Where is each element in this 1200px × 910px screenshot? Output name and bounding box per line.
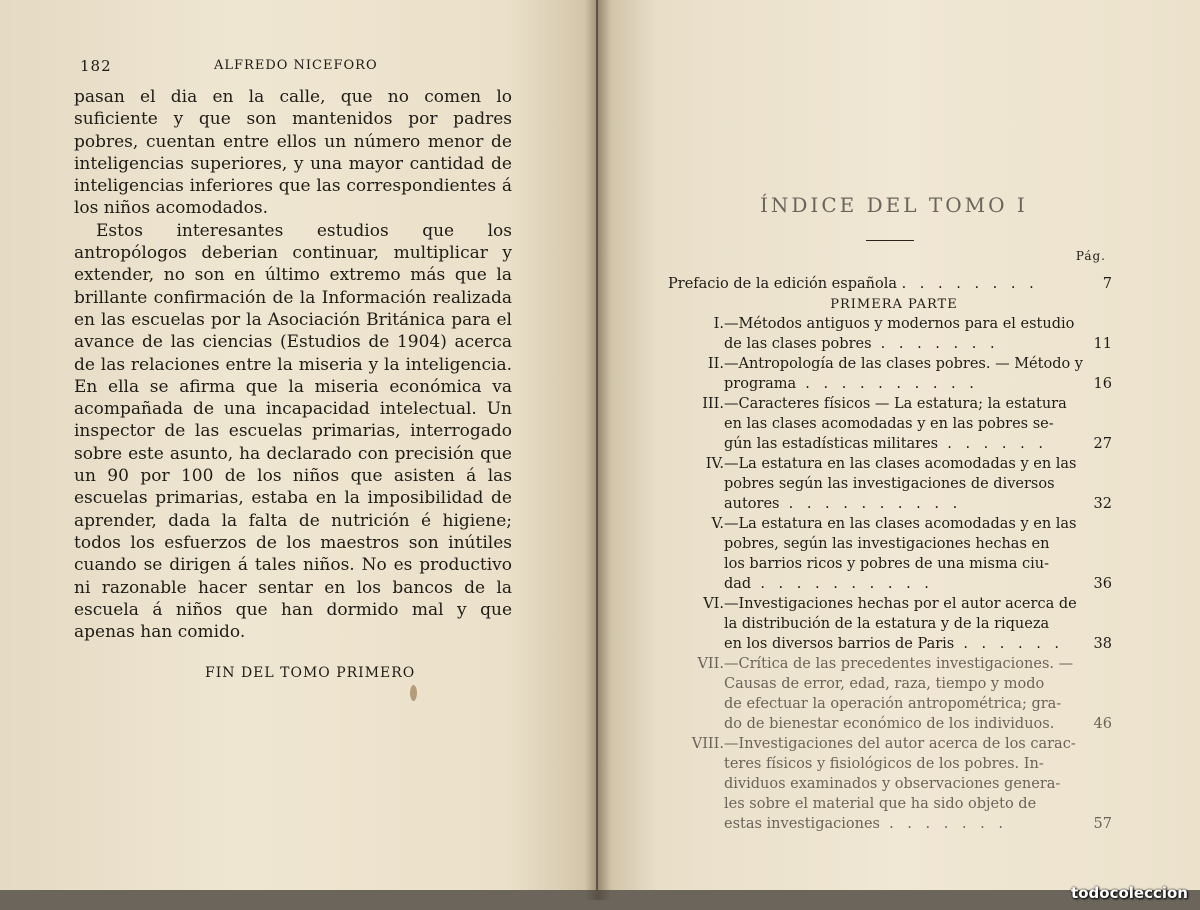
toc-text: les sobre el material que ha sido objeto de xyxy=(724,796,1037,812)
toc-text: —Métodos antiguos y modernos para el estudio xyxy=(724,316,1075,332)
toc-entry xyxy=(668,654,1112,734)
leader-dots: . . . . . . xyxy=(954,636,1064,652)
body-text xyxy=(74,86,512,643)
toc-roman-numeral: VI. xyxy=(703,596,724,612)
toc-text: —Caracteres físicos — La estatura; la estatura xyxy=(724,396,1067,412)
toc-page-number: 38 xyxy=(1093,636,1112,652)
toc-text: pobres según las investigaciones de diversos xyxy=(724,476,1055,492)
toc-page-number: 57 xyxy=(1093,816,1112,832)
toc-line xyxy=(668,314,1112,334)
toc-line xyxy=(668,594,1112,614)
toc-text: —Investigaciones del autor acerca de los carac- xyxy=(724,736,1076,752)
toc-text: dividuos examinados y observaciones genera- xyxy=(724,776,1061,792)
toc-text: gún las estadísticas militares xyxy=(724,436,939,452)
toc-roman-numeral: V. xyxy=(711,516,724,532)
toc-line xyxy=(668,394,1112,414)
toc-page-number: 36 xyxy=(1093,576,1112,592)
toc-line xyxy=(668,774,1112,794)
toc-page-number: 32 xyxy=(1093,496,1112,512)
toc-roman-numeral: IV. xyxy=(705,456,724,472)
pag-label: Pág. xyxy=(1075,249,1106,263)
toc-text: la distribución de la estatura y de la riqueza xyxy=(724,616,1050,632)
toc-entries xyxy=(668,314,1112,834)
toc-text: dad xyxy=(724,576,752,592)
toc-text: —Investigaciones hechas por el autor acerca de xyxy=(724,596,1077,612)
toc-page-number: 16 xyxy=(1093,376,1112,392)
right-page xyxy=(598,0,1200,890)
toc-page-number: 7 xyxy=(1102,276,1112,292)
toc-entry xyxy=(668,594,1112,654)
table-of-contents xyxy=(668,274,1112,834)
toc-line xyxy=(668,634,1112,654)
toc-roman-numeral: I. xyxy=(713,316,724,332)
leader-dots: . . . . . . . xyxy=(879,816,1008,832)
toc-text: de efectuar la operación antropométrica; gra- xyxy=(724,696,1062,712)
toc-page-number: 46 xyxy=(1093,716,1112,732)
toc-text: programa xyxy=(724,376,797,392)
left-page-header xyxy=(80,57,520,79)
toc-line xyxy=(668,354,1112,374)
toc-text: los barrios ricos y pobres de una misma ciu- xyxy=(724,556,1049,572)
toc-line xyxy=(668,454,1112,474)
toc-text: —La estatura en las clases acomodadas y en las xyxy=(724,456,1077,472)
toc-text: —La estatura en las clases acomodadas y en las xyxy=(724,516,1077,532)
end-note: FIN DEL TOMO PRIMERO xyxy=(205,665,416,681)
leader-dots: . . . . . . . . xyxy=(901,276,1039,292)
toc-label: Prefacio de la edición española xyxy=(668,276,897,292)
toc-line xyxy=(668,474,1112,494)
toc-roman-numeral: VIII. xyxy=(691,736,724,752)
toc-line xyxy=(668,694,1112,714)
toc-roman-numeral: III. xyxy=(702,396,724,412)
toc-preface xyxy=(668,274,1112,294)
toc-page-number: 27 xyxy=(1093,436,1112,452)
leader-dots: . . . . . . . xyxy=(871,336,1000,352)
toc-text: de las clases pobres xyxy=(724,336,872,352)
toc-line xyxy=(668,574,1112,594)
toc-entry xyxy=(668,454,1112,514)
page-number: 182 xyxy=(80,57,112,75)
watermark: todocoleccion xyxy=(1071,884,1188,902)
toc-text: —Antropología de las clases pobres. — Método y xyxy=(724,356,1084,372)
toc-line xyxy=(668,494,1112,514)
toc-line xyxy=(668,814,1112,834)
toc-entry xyxy=(668,354,1112,394)
toc-line xyxy=(668,734,1112,754)
toc-text: en las clases acomodadas y en las pobres se- xyxy=(724,416,1054,432)
toc-line xyxy=(668,374,1112,394)
leader-dots: . . . . . . . . . . xyxy=(796,376,979,392)
leader-dots: . . . . . . . . . . xyxy=(751,576,934,592)
leader-dots: . . . . . . xyxy=(938,436,1048,452)
toc-line xyxy=(668,614,1112,634)
toc-text: Causas de error, edad, raza, tiempo y modo xyxy=(724,676,1045,692)
toc-entry xyxy=(668,394,1112,454)
toc-line xyxy=(668,654,1112,674)
toc-line xyxy=(668,554,1112,574)
toc-line xyxy=(668,534,1112,554)
toc-entry xyxy=(668,734,1112,834)
toc-line xyxy=(668,434,1112,454)
toc-line xyxy=(668,794,1112,814)
toc-text: autores xyxy=(724,496,780,512)
toc-line xyxy=(668,754,1112,774)
toc-text: pobres, según las investigaciones hechas en xyxy=(724,536,1050,552)
toc-text: do de bienestar económico de los individuos. xyxy=(724,716,1055,732)
title-rule xyxy=(866,240,914,241)
part-heading: PRIMERA PARTE xyxy=(830,297,958,312)
ink-stain xyxy=(410,685,417,701)
paragraph: pasan el dia en la calle, que no comen lo suficiente y que son mantenidos por padres pobres, cuentan entre ellos un número menor de inteligencias superiores, y una mayor cantidad de inteligencias inferiores que las correspondientes á los niños acomodados. xyxy=(74,87,512,219)
toc-line xyxy=(668,674,1112,694)
toc-text: estas investigaciones xyxy=(724,816,880,832)
toc-entry xyxy=(668,514,1112,594)
toc-text: en los diversos barrios de Paris xyxy=(724,636,955,652)
toc-entry xyxy=(668,314,1112,354)
toc-text: teres físicos y fisiológicos de los pobres. In- xyxy=(724,756,1044,772)
left-page xyxy=(0,0,596,890)
toc-roman-numeral: II. xyxy=(707,356,724,372)
toc-line xyxy=(668,714,1112,734)
toc-line xyxy=(668,334,1112,354)
toc-line xyxy=(668,514,1112,534)
index-title: ÍNDICE DEL TOMO I xyxy=(760,193,1028,217)
paragraph: Estos interesantes estudios que los antropólogos deberian continuar, multiplicar y extender, no son en último extremo más que la brillante confirmación de la Información realizada en las escuelas por la Asociación Británica para el avance de las ciencias (Estudios de 1904) acerca de las relaciones entre la miseria y la inteligencia. En ella se afirma que la miseria económica va acompañada de una incapacidad intelectual. Un inspector de las escuelas primarias, interrogado sobre este asunto, ha declarado con precisión que un 90 por 100 de los niños que asisten á las escuelas primarias, estaba en la imposibilidad de aprender, dada la falta de nutrición é higiene; todos los esfuerzos de los maestros son inútiles cuando se dirigen á tales niños. No es productivo ni razonable hacer sentar en los bancos de la escuela á niños que han dormido mal y que apenas han comido. xyxy=(74,220,512,643)
toc-page-number: 11 xyxy=(1093,336,1112,352)
toc-text: —Crítica de las precedentes investigaciones. — xyxy=(724,656,1074,672)
toc-roman-numeral: VII. xyxy=(697,656,724,672)
leader-dots: . . . . . . . . . . xyxy=(779,496,962,512)
toc-line xyxy=(668,414,1112,434)
running-title: ALFREDO NICEFORO xyxy=(214,58,378,73)
book-gutter xyxy=(585,0,611,900)
